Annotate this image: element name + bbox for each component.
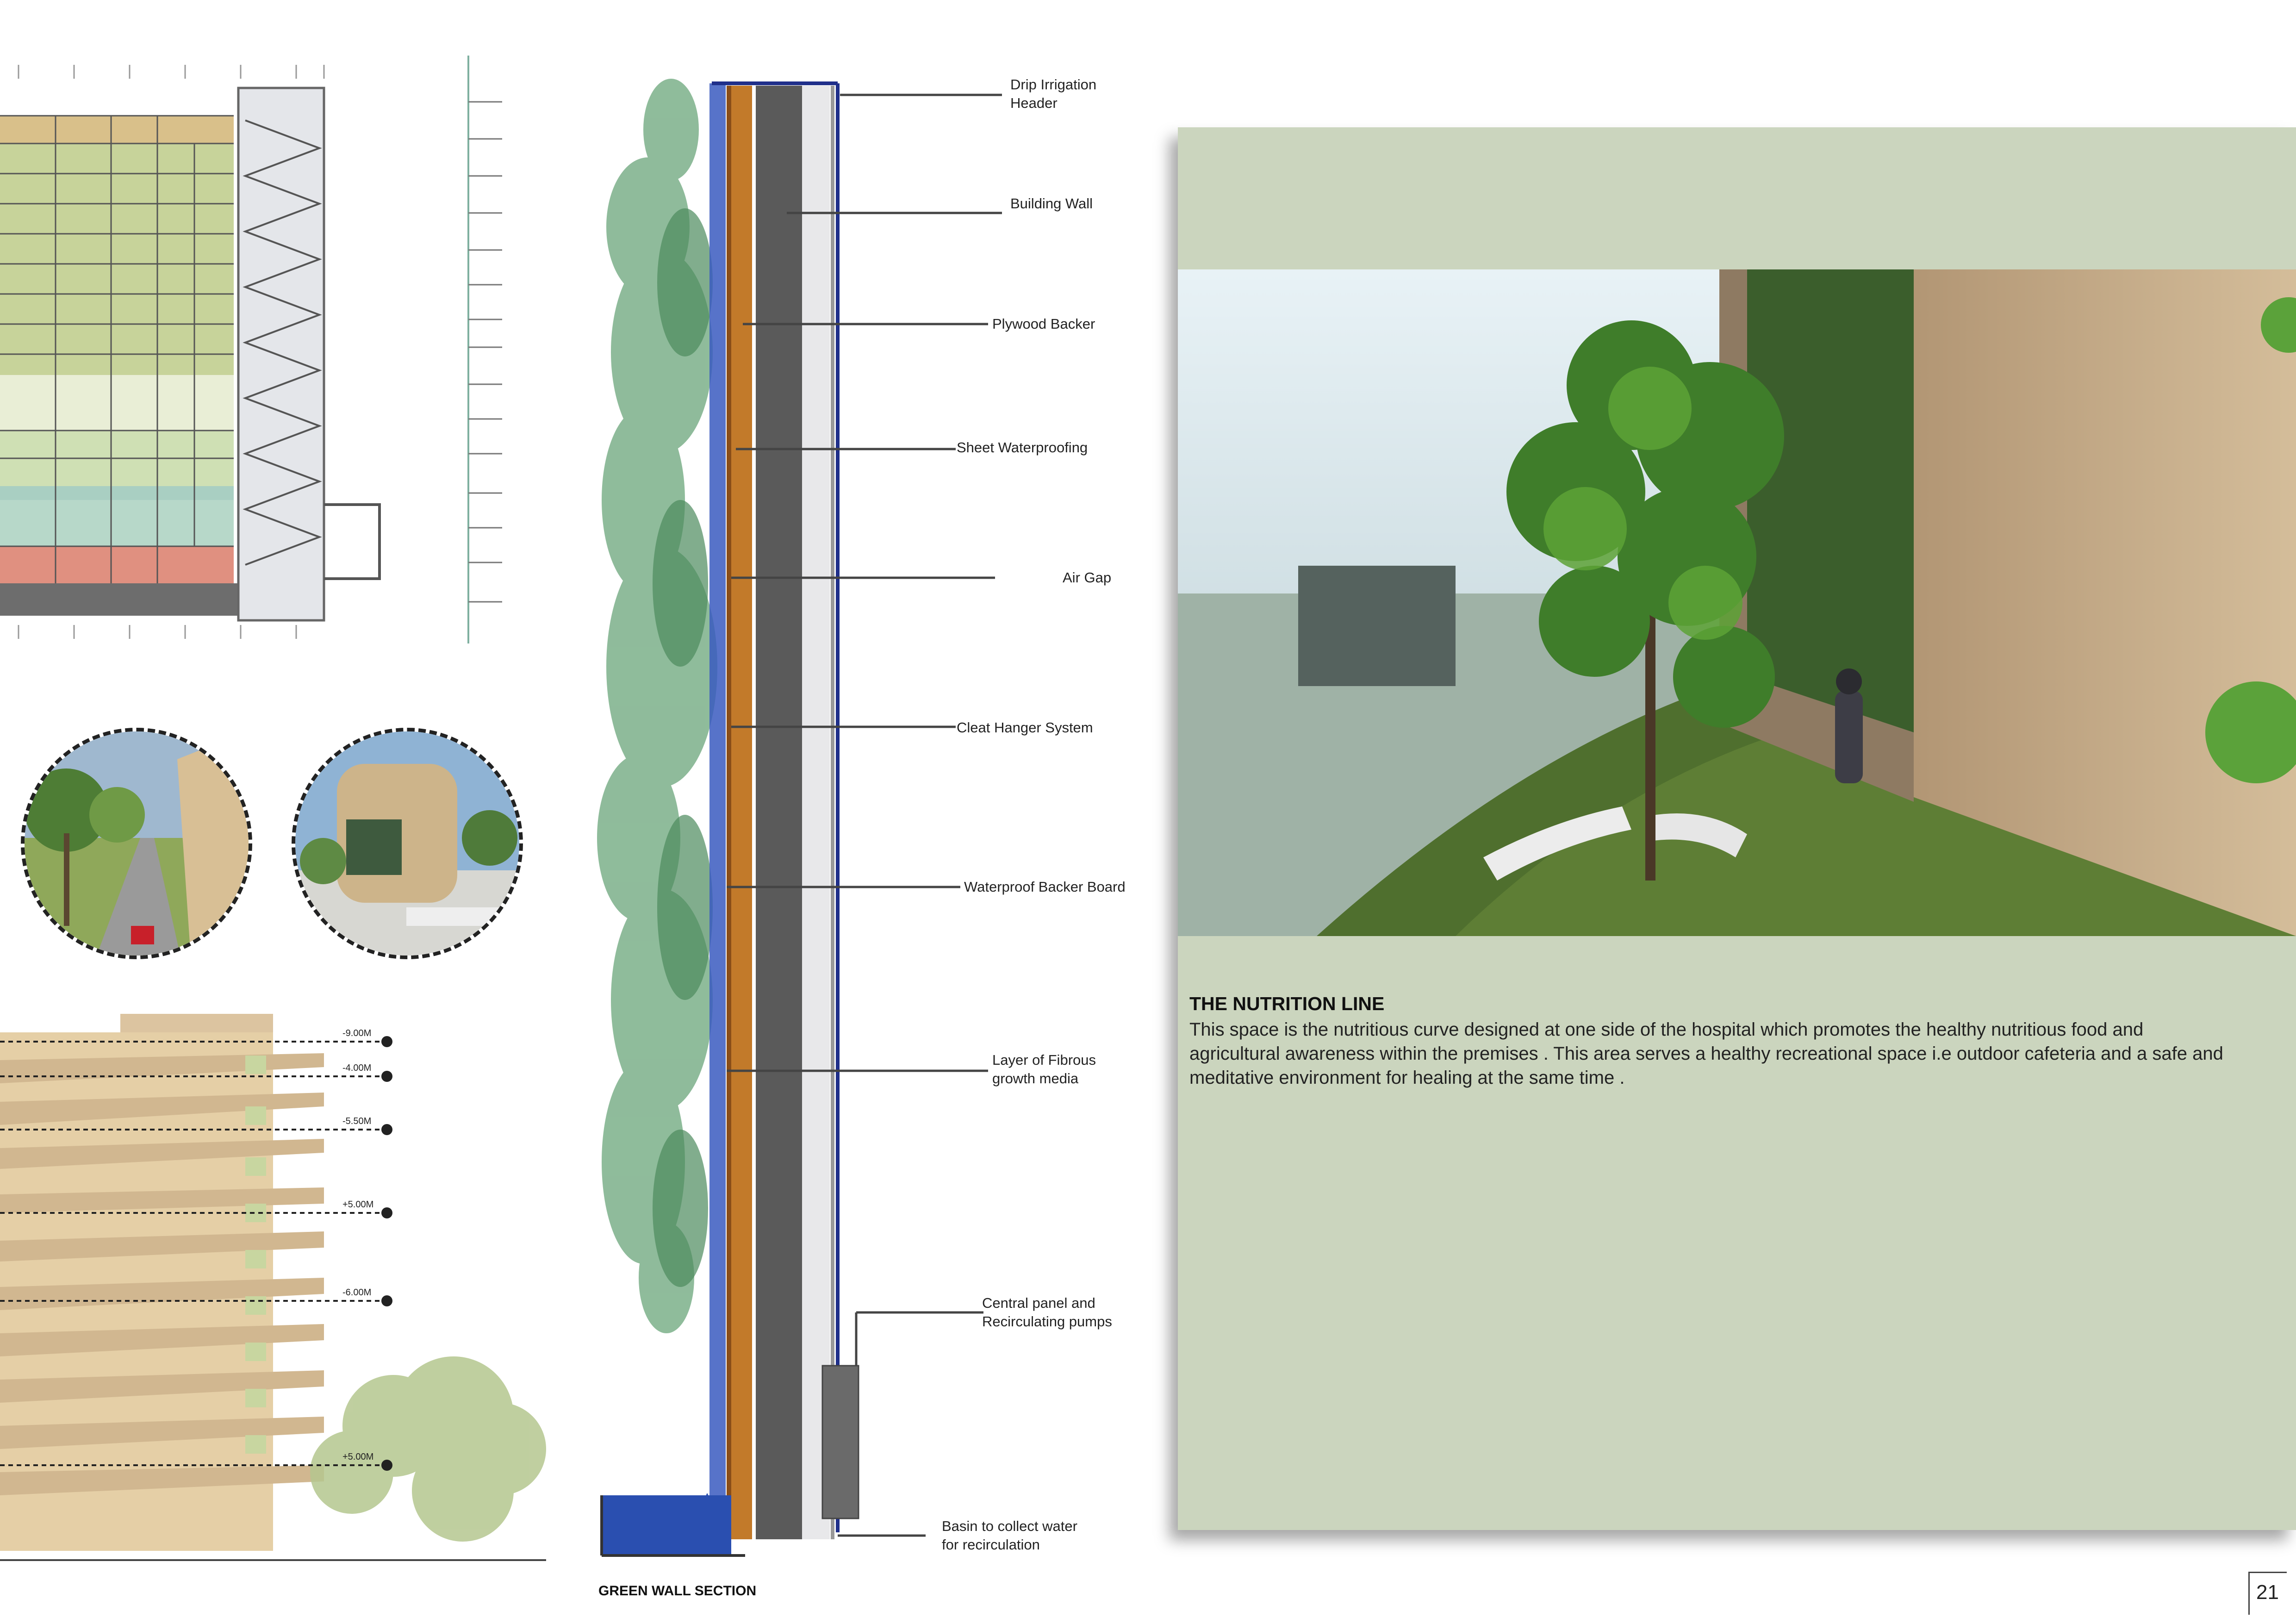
green-wall-section-drawing bbox=[592, 74, 1194, 1565]
elevation-level-2: -4.00M bbox=[342, 1063, 372, 1073]
nutrition-line-render bbox=[1178, 269, 2296, 936]
label-sheet-waterproofing: Sheet Waterproofing bbox=[957, 439, 1088, 456]
street-render-circle bbox=[21, 728, 252, 959]
label-drip-irrigation: Drip Irrigation Header bbox=[1010, 76, 1097, 111]
label-cleat-hanger: Cleat Hanger System bbox=[957, 719, 1093, 736]
label-building-wall: Building Wall bbox=[1010, 195, 1093, 212]
elevation-level-1: -9.00M bbox=[342, 1028, 372, 1038]
label-air-gap: Air Gap bbox=[1063, 569, 1112, 586]
elevation-level-4: +5.00M bbox=[342, 1199, 374, 1210]
nutrition-line-description: This space is the nutritious curve designed at one side of the hospital which promotes the healthy nutritious food and agricultural awareness within the premises . This area serves a healthy recreational space i.e outdoor cafeteria and a safe and meditative environment for healing at the same time . bbox=[1189, 1019, 2223, 1088]
label-central-panel-pumps: Central panel and Recirculating pumps bbox=[982, 1295, 1112, 1330]
label-waterproof-backer-board: Waterproof Backer Board bbox=[964, 879, 1126, 895]
elevation-level-3: -5.50M bbox=[342, 1116, 372, 1126]
page-number: 21 bbox=[2256, 1581, 2279, 1604]
building-render-circle bbox=[292, 728, 523, 959]
facade-elevation bbox=[0, 1009, 555, 1565]
elevation-level-5: -6.00M bbox=[342, 1287, 372, 1298]
label-fibrous-growth-media: Layer of Fibrous growth media bbox=[992, 1052, 1096, 1087]
nutrition-line-title: THE NUTRITION LINE bbox=[1189, 993, 1385, 1014]
label-basin: Basin to collect water for recirculation bbox=[942, 1518, 1077, 1553]
green-wall-section-title: GREEN WALL SECTION bbox=[598, 1583, 757, 1599]
label-plywood-backer: Plywood Backer bbox=[992, 316, 1095, 332]
building-section-drawing bbox=[0, 51, 532, 653]
elevation-level-6: +5.00M bbox=[342, 1452, 374, 1462]
